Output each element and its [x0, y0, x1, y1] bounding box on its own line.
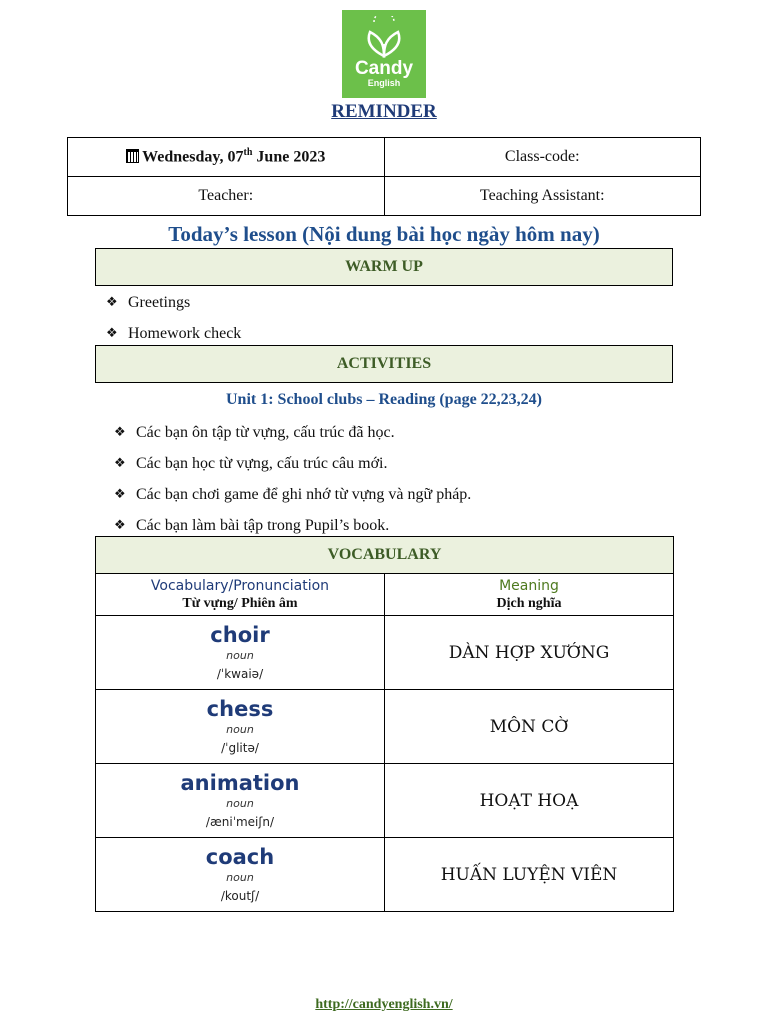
logo-brand-text: Candy	[354, 58, 414, 79]
date-cell	[68, 138, 385, 177]
class-code-cell: Class-code:	[384, 138, 701, 177]
vocabulary-column-headers	[96, 574, 674, 616]
vocab-word: coach	[205, 844, 275, 869]
vocab-word-cell	[96, 616, 385, 690]
part-of-speech: noun	[226, 648, 254, 662]
bullet-diamond-icon: ❖	[106, 295, 118, 310]
bullet-diamond-icon: ❖	[114, 518, 126, 533]
footer	[0, 997, 768, 1013]
part-of-speech: noun	[226, 796, 254, 810]
class-info-table	[67, 137, 701, 216]
part-of-speech: noun	[226, 870, 254, 884]
unit-title: Unit 1: School clubs – Reading (page 22,23,24)	[225, 391, 543, 408]
vocabulary-table	[95, 536, 674, 912]
leaf-sprout-icon	[360, 16, 408, 58]
bullet-diamond-icon: ❖	[114, 456, 126, 471]
vocabulary-header: VOCABULARY	[96, 537, 674, 574]
bullet-diamond-icon: ❖	[114, 425, 126, 440]
column-header-meaning	[385, 574, 674, 616]
vocab-meaning: MÔN CỜ	[385, 690, 674, 764]
teacher-cell: Teacher:	[68, 177, 385, 216]
table-row	[96, 764, 674, 838]
list-item-text: Homework check	[128, 325, 242, 342]
table-row	[96, 690, 674, 764]
list-item-text: Greetings	[128, 294, 191, 311]
date-text: Wednesday, 07	[142, 148, 244, 166]
date-suffix: th	[243, 147, 253, 159]
bullet-diamond-icon: ❖	[114, 487, 126, 502]
list-item	[114, 423, 471, 454]
vocab-word: chess	[206, 696, 274, 721]
column-header-en: Meaning	[499, 577, 559, 594]
list-item-text: Các bạn học từ vựng, cấu trúc câu mới.	[136, 455, 388, 472]
pronunciation: /koutʃ/	[220, 888, 260, 903]
list-item-text: Các bạn ôn tập từ vựng, cấu trúc đã học.	[136, 424, 395, 441]
warm-up-header: WARM UP	[95, 248, 673, 286]
list-item	[106, 293, 241, 324]
list-item	[114, 454, 471, 485]
vocab-word-cell	[96, 690, 385, 764]
vocab-word-cell	[96, 764, 385, 838]
pronunciation: /æniˈmeiʃn/	[205, 814, 275, 829]
column-header-vocabulary	[96, 574, 385, 616]
vocab-word-cell	[96, 838, 385, 912]
calendar-icon	[126, 150, 139, 163]
teaching-assistant-cell: Teaching Assistant:	[384, 177, 701, 216]
date-month-year: June 2023	[252, 148, 326, 166]
candy-english-logo	[342, 10, 426, 98]
column-header-en: Vocabulary/Pronunciation	[150, 577, 330, 594]
lesson-title: Today’s lesson (Nội dung bài học ngày hôm nay)	[168, 222, 600, 246]
table-row	[96, 838, 674, 912]
vocab-meaning: DÀN HỢP XƯỚNG	[385, 616, 674, 690]
column-header-vi: Từ vựng/ Phiên âm	[182, 595, 298, 611]
list-item-text: Các bạn chơi game để ghi nhớ từ vựng và ngữ pháp.	[136, 486, 472, 503]
activities-header: ACTIVITIES	[95, 345, 673, 383]
column-header-vi: Dịch nghĩa	[496, 595, 562, 611]
part-of-speech: noun	[226, 722, 254, 736]
vocab-meaning: HOẠT HOẠ	[385, 764, 674, 838]
vocab-word: choir	[210, 622, 270, 647]
reminder-heading: REMINDER	[331, 101, 437, 122]
vocab-word: animation	[180, 770, 300, 795]
table-row	[96, 616, 674, 690]
list-item	[114, 485, 471, 516]
list-item-text: Các bạn làm bài tập trong Pupil’s book.	[136, 517, 390, 534]
bullet-diamond-icon: ❖	[106, 326, 118, 341]
pronunciation: /ˈglitə/	[221, 740, 259, 755]
vocab-meaning: HUẤN LUYỆN VIÊN	[385, 838, 674, 912]
logo-sub-text: English	[367, 78, 401, 88]
activities-list	[114, 423, 471, 547]
pronunciation: /ˈkwaiə/	[216, 666, 264, 681]
website-link[interactable]: http://candyenglish.vn/	[315, 997, 453, 1012]
